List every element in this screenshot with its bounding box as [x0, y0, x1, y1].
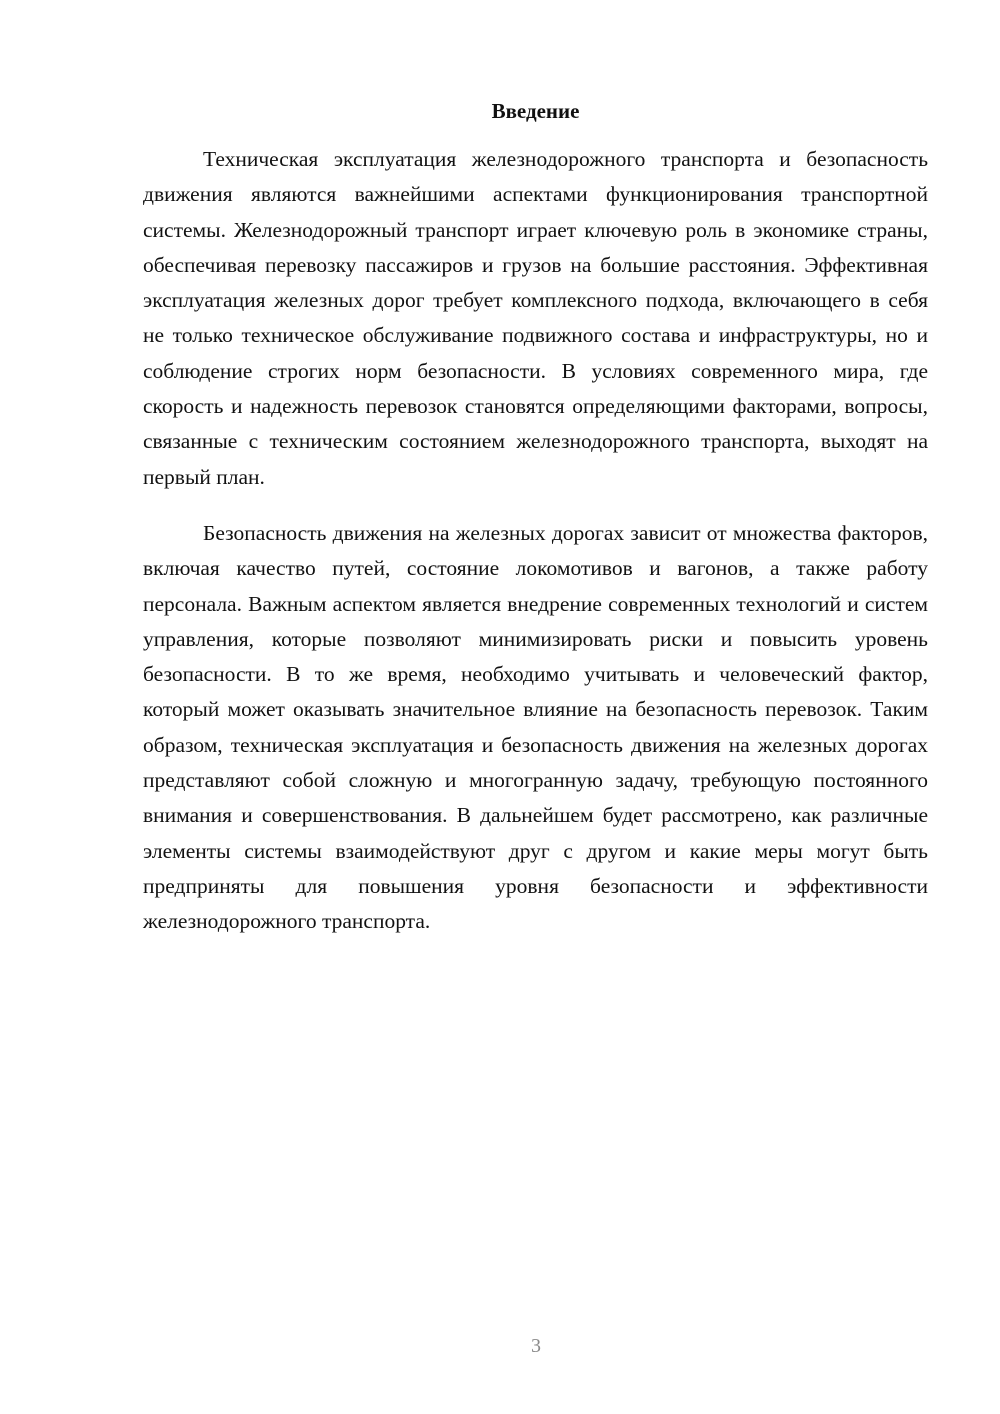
paragraph-2: Безопасность движения на железных дорогах зависит от множества факторов, включая качество путей, состояние локомотивов и вагонов, а также работу персонала. Важным аспектом является внедрение современных технологий и систем управления, которые позволяют минимизировать риски и повысить уровень безопасности. В то же время, необходимо учитывать и человеческий фактор, который может оказывать значительное влияние на безопасность перевозок. Таким образом, техническая эксплуатация и безопасность движения на железных дорогах представляют собой сложную и многогранную задачу, требующую постоянного внимания и совершенствования. В дальнейшем будет рассмотрено, как различные элементы системы взаимодействуют друг с другом и какие меры могут быть предприняты для повышения уровня безопасности и эффективности железнодорожного транспорта. [143, 520, 928, 934]
page-number: 3 [531, 1335, 541, 1357]
body-text [143, 142, 928, 940]
section-title: Введение [491, 99, 580, 123]
paragraph-1: Техническая эксплуатация железнодорожного транспорта и безопасность движения являются важнейшими аспектами функционирования транспортной системы. Железнодорожный транспорт играет ключевую роль в экономике страны, обеспечивая перевозку пассажиров и грузов на большие расстояния. Эффективная эксплуатация железных дорог требует комплексного подхода, включающего в себя не только техническое обслуживание подвижного состава и инфраструктуры, но и соблюдение строгих норм безопасности. В условиях современного мира, где скорость и надежность перевозок становятся определяющими факторами, вопросы, связанные с техническим состоянием железнодорожного транспорта, выходят на первый план. [143, 147, 928, 489]
